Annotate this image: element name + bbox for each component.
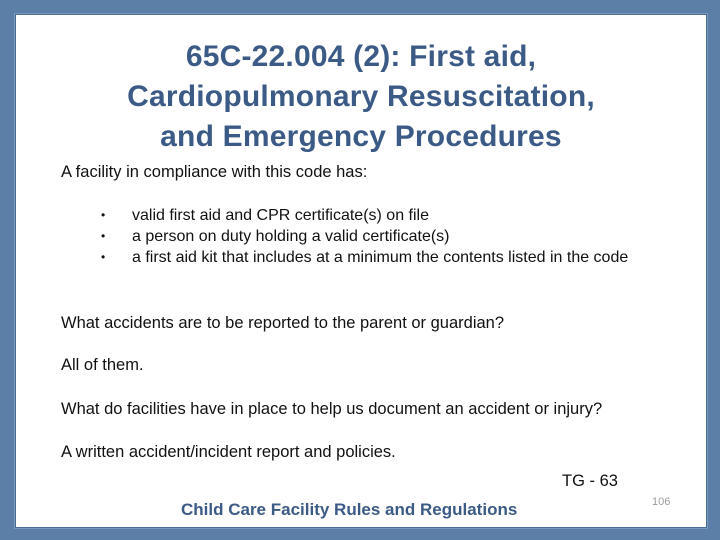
list-item-text: a first aid kit that includes at a minimum the contents listed in the code (132, 249, 629, 266)
bullet-icon: • (101, 250, 106, 264)
question-1: What accidents are to be reported to the parent or guardian? (61, 314, 505, 332)
slide-title-line-3: and Emergency Procedures (160, 120, 562, 153)
bullet-icon: • (101, 229, 106, 243)
compliance-list (61, 205, 661, 268)
bullet-icon: • (101, 208, 106, 222)
list-item-text: valid first aid and CPR certificate(s) on file (132, 207, 429, 224)
list-item (61, 226, 652, 247)
footer-title: Child Care Facility Rules and Regulations (181, 500, 518, 519)
intro-text: A facility in compliance with this code has: (61, 163, 368, 181)
slide-title (16, 37, 706, 157)
slide (15, 14, 707, 528)
slide-title-line-2: Cardiopulmonary Resuscitation, (127, 80, 595, 113)
list-item-text: a person on duty holding a valid certificate(s) (132, 228, 450, 245)
page-number: 106 (652, 496, 671, 508)
answer-2: A written accident/incident report and policies. (61, 443, 396, 461)
list-item (61, 205, 652, 226)
answer-1: All of them. (61, 356, 144, 374)
question-2: What do facilities have in place to help us document an accident or injury? (61, 400, 603, 418)
tg-reference: TG - 63 (562, 472, 618, 490)
list-item (61, 247, 652, 268)
slide-title-line-1: 65C-22.004 (2): First aid, (185, 40, 537, 73)
